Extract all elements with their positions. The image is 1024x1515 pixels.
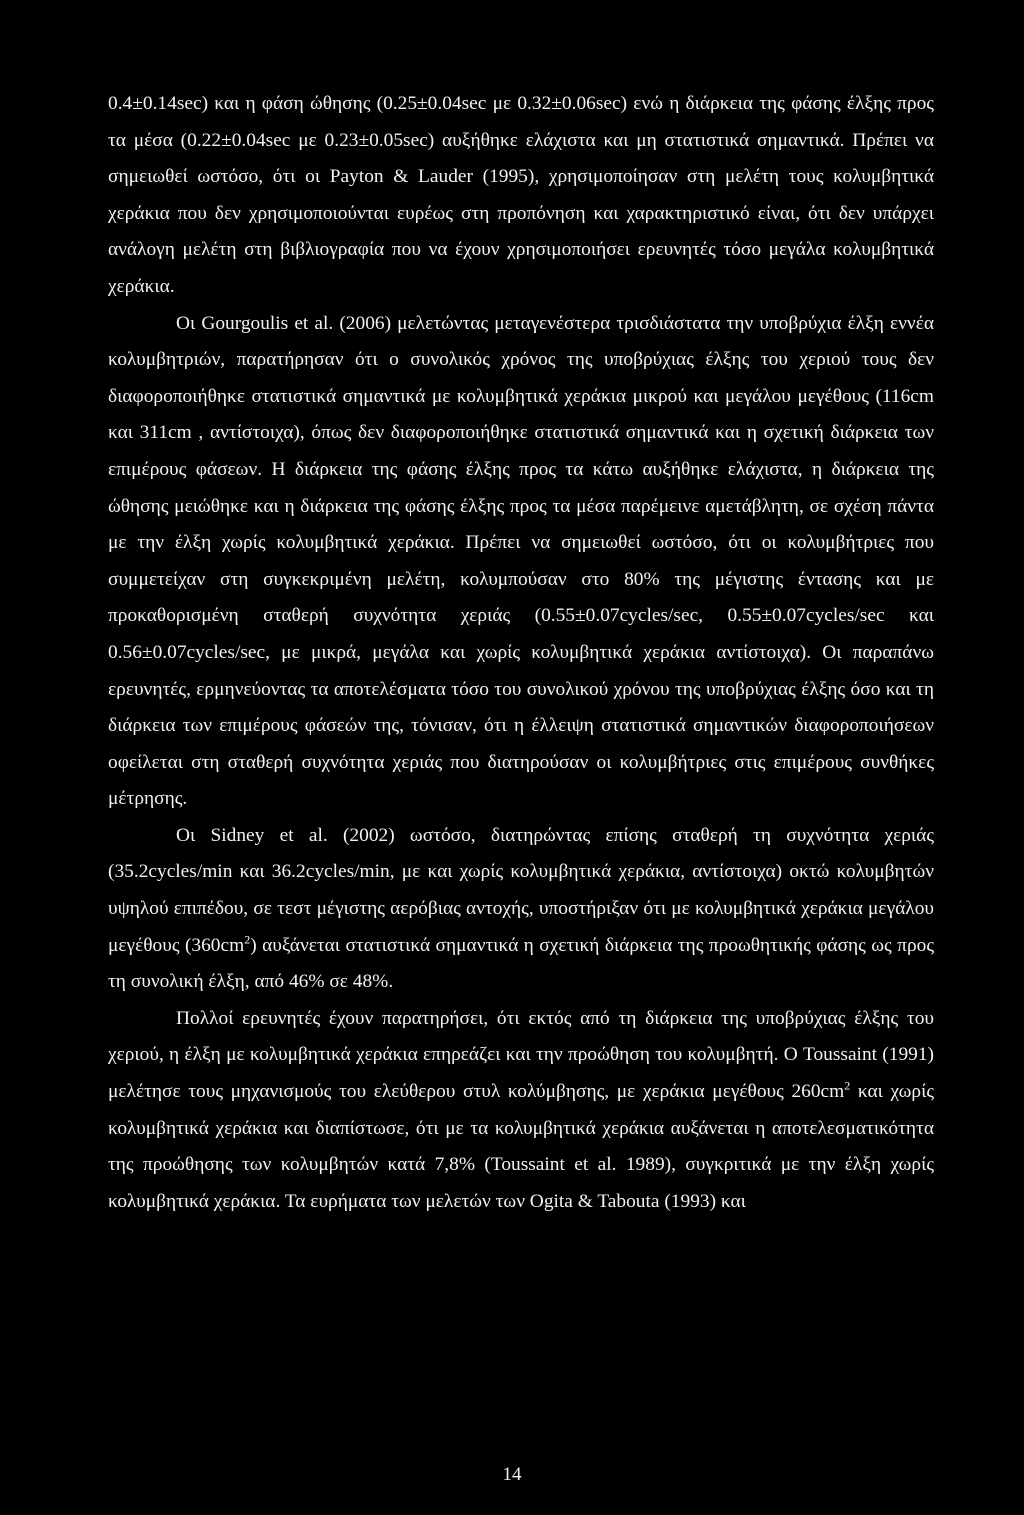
document-body xyxy=(108,86,934,1220)
page-number: 14 xyxy=(502,1464,522,1485)
superscript: 2 xyxy=(244,932,251,947)
text-segment: 0.4±0.14sec) και η φάση ώθησης (0.25±0.04sec με 0.32±0.06sec) ενώ η διάρκεια της φάσης έλξης προς τα μέσα (0.22±0.04sec με 0.23±0.05sec) αυξήθηκε ελάχιστα και μη στατιστικά σημαντικά. Πρέπει να σημειωθεί ωστόσο, ότι οι Payton & Lauder (1995), χρησιμοποίησαν στη μελέτη τους κολυμβητικά χεράκια που δεν χρησιμοποιούνται ευρέως στη προπόνηση και χαρακτηριστικό είναι, ότι δεν υπάρχει ανάλογη μελέτη στη βιβλιογραφία που να έχουν χρησιμοποιήσει ερευνητές τόσο μεγάλα κολυμβητικά χεράκια. xyxy=(108,93,934,297)
paragraph xyxy=(108,86,934,306)
paragraph xyxy=(108,306,934,818)
text-segment: Οι Sidney et al. (2002) ωστόσο, διατηρώντας επίσης σταθερή τη συχνότητα χεριάς (35.2cycles/min και 36.2cycles/min, με και χωρίς κολυμβητικά χεράκια, αντίστοιχα) οκτώ κολυμβητών υψηλού επιπέδου, σε τεστ μέγιστης αερόβιας αντοχής, υποστήριξαν ότι με κολυμβητικά χεράκια μεγάλου μεγέθους (360cm xyxy=(108,824,934,956)
text-segment: και χωρίς κολυμβητικά χεράκια και διαπίστωσε, ότι με τα κολυμβητικά χεράκια αυξάνεται η αποτελεσματικότητα της προώθησης των κολυμβητών κατά 7,8% (Toussaint et al. 1989), συγκριτικά με την έλξη χωρίς κολυμβητικά χεράκια. Τα ευρήματα των μελετών των Ogita & Tabouta (1993) και xyxy=(108,1081,934,1212)
text-segment: ) αυξάνεται στατιστικά σημαντικά η σχετική διάρκεια της προωθητικής φάσης ως προς τη συνολική έλξη, από 46% σε 48%. xyxy=(108,934,935,993)
paragraph xyxy=(108,818,934,1001)
paragraph xyxy=(108,1001,934,1221)
text-segment: Οι Gourgoulis et al. (2006) μελετώντας μεταγενέστερα τρισδιάστατα την υποβρύχια έλξη εννέα κολυμβητριών, παρατήρησαν ότι ο συνολικός χρόνος της υποβρύχιας έλξης του χεριού τους δεν διαφοροποιήθηκε στατιστικά σημαντικά με κολυμβητικά χεράκια μικρού και μεγάλου μεγέθους (116cm και 311cm , αντίστοιχα), όπως δεν διαφοροποιήθηκε στατιστικά σημαντικά και η σχετική διάρκεια των επιμέρους φάσεων. Η διάρκεια της φάσης έλξης προς τα κάτω αυξήθηκε ελάχιστα, η διάρκεια της ώθησης μειώθηκε και η διάρκεια της φάσης έλξης προς τα μέσα παρέμεινε αμετάβλητη, σε σχέση πάντα με την έλξη χωρίς κολυμβητικά χεράκια. Πρέπει να σημειωθεί ωστόσο, ότι οι κολυμβήτριες που συμμετείχαν στη συγκεκριμένη μελέτη, κολυμπούσαν στο 80% της μέγιστης έντασης και με προκαθορισμένη σταθερή συχνότητα χεριάς (0.55±0.07cycles/sec, 0.55±0.07cycles/sec και 0.56±0.07cycles/sec, με μικρά, μεγάλα και χωρίς κολυμβητικά χεράκια αντίστοιχα). Οι παραπάνω ερευνητές, ερμηνεύοντας τα αποτελέσματα τόσο του συνολικού χρόνου της υποβρύχιας έλξης όσο και τη διάρκεια των επιμέρους φάσεών της, τόνισαν, ότι η έλλειψη στατιστικά σημαντικών διαφοροποιήσεων οφείλεται στη σταθερή συχνότητα χεριάς που διατηρούσαν οι κολυμβήτριες στις επιμέρους συνθήκες μέτρησης. xyxy=(108,312,934,810)
superscript: 2 xyxy=(844,1078,851,1093)
text-segment: Πολλοί ερευνητές έχουν παρατηρήσει, ότι εκτός από τη διάρκεια της υποβρύχιας έλξης του χεριού, η έλξη με κολυμβητικά χεράκια επηρεάζει και την προώθηση του κολυμβητή. Ο Toussaint (1991) μελέτησε τους μηχανισμούς του ελεύθερου στυλ κολύμβησης, με χεράκια μεγέθους 260cm xyxy=(108,1007,934,1103)
